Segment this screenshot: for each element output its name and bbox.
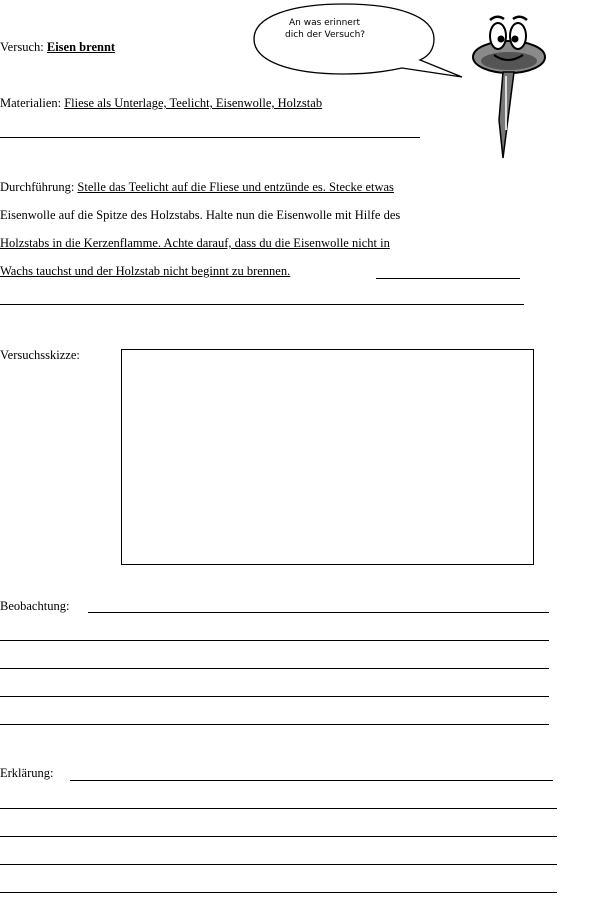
durchfuehrung-blank-line [0,304,524,305]
materialien-text: Fliese als Unterlage, Teelicht, Eisenwolle, Holzstab [64,96,323,110]
erklaerung-answer-line[interactable] [70,780,553,781]
materialien-label: Materialien: [0,96,62,110]
erklaerung-answer-line[interactable] [0,892,557,893]
beobachtung-answer-line[interactable] [88,612,549,613]
versuch-label: Versuch: [0,40,44,54]
pin-mascot-icon [468,10,558,162]
sketch-box[interactable] [121,349,534,565]
versuch-title: Eisen brennt [46,40,116,54]
versuch-line [0,40,115,55]
skizze-label: Versuchsskizze: [0,348,80,362]
beobachtung-label: Beobachtung: [0,599,70,613]
durchfuehrung-line-1 [0,180,394,195]
beobachtung-answer-line[interactable] [0,724,549,725]
erklaerung-label: Erklärung: [0,766,54,780]
durchfuehrung-text-2: Eisenwolle auf die Spitze des Holzstabs. Halte nun die Eisenwolle mit Hilfe des [0,208,401,222]
durchfuehrung-line-4-blank [376,278,520,279]
materialien-line [0,96,322,111]
durchfuehrung-text-3: Holzstabs in die Kerzenflamme. Achte darauf, dass du die Eisenwolle nicht in [0,236,390,250]
erklaerung-answer-line[interactable] [0,808,557,809]
speech-bubble-icon [252,2,467,80]
erklaerung-answer-line[interactable] [0,836,557,837]
beobachtung-answer-line[interactable] [0,696,549,697]
durchfuehrung-text-1: Stelle das Teelicht auf die Fliese und entzünde es. Stecke etwas [77,180,394,194]
durchfuehrung-text-4: Wachs tauchst und der Holzstab nicht beginnt zu brennen. [0,264,291,278]
durchfuehrung-label: Durchführung: [0,180,75,194]
materialien-blank-line [0,137,420,138]
beobachtung-answer-line[interactable] [0,668,549,669]
beobachtung-answer-line[interactable] [0,640,549,641]
erklaerung-answer-line[interactable] [0,864,557,865]
bubble-text [285,17,365,41]
bubble-line-2: dich der Versuch? [285,30,366,40]
bubble-line-1: An was erinnert [289,18,361,28]
